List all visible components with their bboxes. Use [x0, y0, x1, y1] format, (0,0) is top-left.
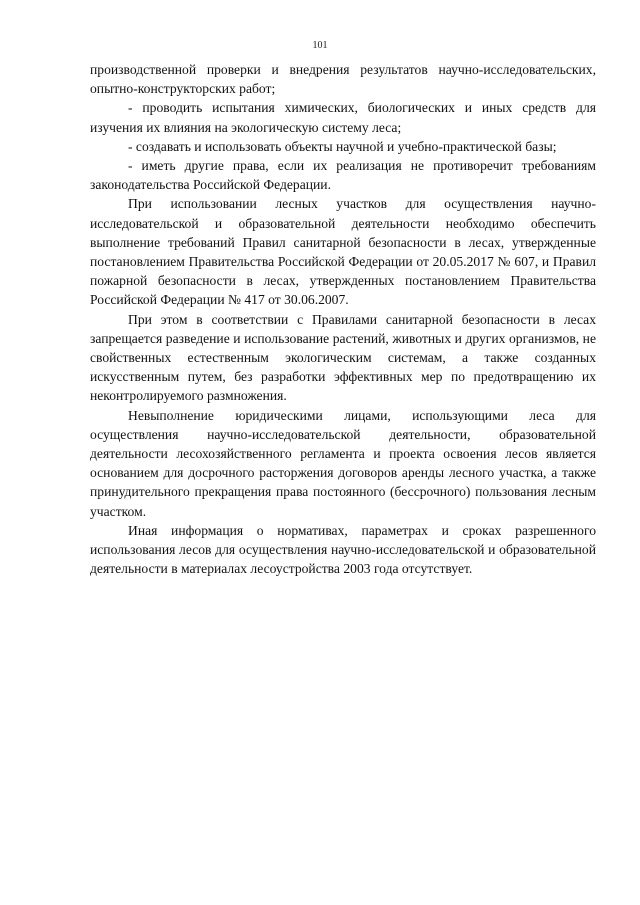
paragraph: Невыполнение юридическими лицами, использующими леса для осуществления научно-исследовательской деятельности, образовательной деятельности лесохозяйственного регламента и проекта освоения лесов является основанием для досрочного расторжения договоров аренды лесного участка, а также принудительного прекращения права постоянного (бессрочного) пользования лесным участком. [90, 407, 596, 519]
page-number: 101 [312, 40, 328, 51]
paragraph: При этом в соответствии с Правилами санитарной безопасности в лесах запрещается разведение и использование растений, животных и других организмов, не свойственных естественным экологическим системам, а также созданных искусственным путем, без разработки эффективных мер по предотвращению их неконтролируемого размножения. [90, 311, 596, 404]
paragraph: производственной проверки и внедрения результатов научно-исследовательских, опытно-конструкторских работ; [90, 62, 596, 97]
paragraph: - иметь другие права, если их реализация не противоречит требованиям законодательства Российской Федерации. [90, 158, 596, 193]
paragraph: Иная информация о нормативах, параметрах и сроках разрешенного использования лесов для осуществления научно-исследовательской и образовательной деятельности в материалах лесоустройства 2003 года отсутствует. [90, 522, 596, 577]
paragraph: При использовании лесных участков для осуществления научно-исследовательской и образовательной деятельности необходимо обеспечить выполнение требований Правил санитарной безопасности в лесах, утвержденные постановлением Правительства Российской Федерации от 20.05.2017 № 607, и Правил пожарной безопасности в лесах, утвержденных постановлением Правительства Российской Федерации № 417 от 30.06.2007. [90, 196, 596, 308]
document-body [90, 60, 596, 578]
paragraph: - создавать и использовать объекты научной и учебно-практической базы; [128, 138, 557, 154]
paragraph: - проводить испытания химических, биологических и иных средств для изучения их влияния на экологическую систему леса; [90, 100, 596, 135]
